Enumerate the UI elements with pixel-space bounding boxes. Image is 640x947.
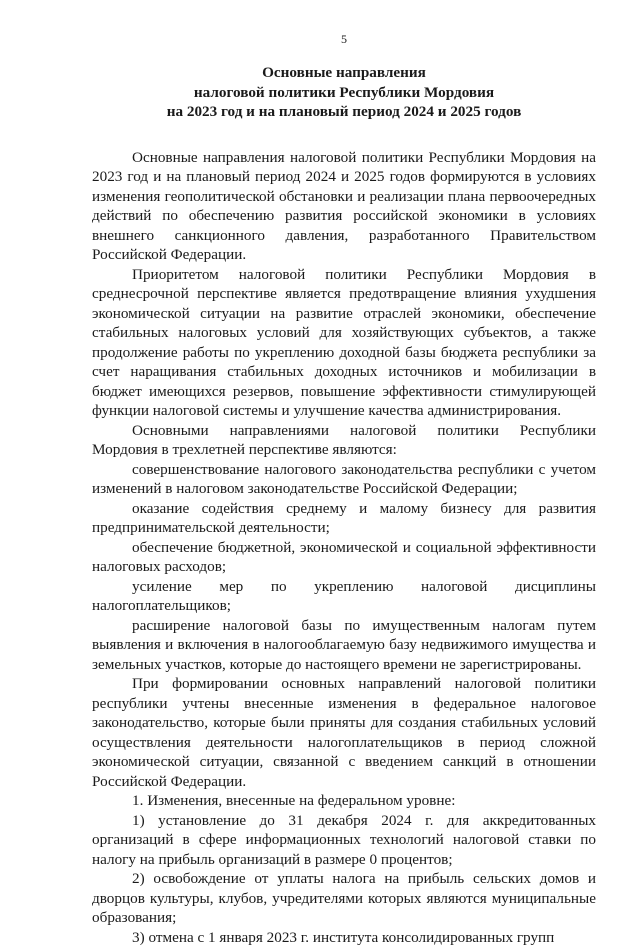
paragraph-federal-changes: При формировании основных направлений налоговой политики республики учтены внесенные изменения в федеральное налоговое законодательство, которые были приняты для создания стабильных условий осуществления деятельности налогоплательщиков в период сложной экономической ситуации, связанной с введением санкций в отношении Российской Федерации.: [92, 674, 596, 791]
title-line-2: налоговой политики Республики Мордовия: [92, 83, 596, 103]
document-title: [92, 63, 596, 122]
numbered-item: 3) отмена с 1 января 2023 г. института консолидированных групп: [92, 928, 596, 947]
paragraph-priority: Приоритетом налоговой политики Республики Мордовия в среднесрочной перспективе является предотвращение влияния ухудшения экономической ситуации на развитие отраслей экономики, обеспечение стабильных налоговых условий для хозяйствующих субъектов, а также продолжение работы по укреплению доходной базы бюджета республики за счет наращивания стабильных доходных источников и мобилизации в бюджет имеющихся резервов, повышение эффективности стимулирующей функции налоговой системы и улучшение качества администрирования.: [92, 265, 596, 421]
section-heading: 1. Изменения, внесенные на федеральном уровне:: [92, 791, 596, 811]
paragraph-directions-intro: Основными направлениями налоговой политики Республики Мордовия в трехлетней перспективе являются:: [92, 421, 596, 460]
title-line-1: Основные направления: [92, 63, 596, 83]
direction-item: оказание содействия среднему и малому бизнесу для развития предпринимательской деятельности;: [92, 499, 596, 538]
direction-item: усиление мер по укреплению налоговой дисциплины налогоплательщиков;: [92, 577, 596, 616]
document-body: [92, 148, 596, 947]
direction-item: совершенствование налогового законодательства республики с учетом изменений в налоговом законодательстве Российской Федерации;: [92, 460, 596, 499]
direction-item: обеспечение бюджетной, экономической и социальной эффективности налоговых расходов;: [92, 538, 596, 577]
page-number: 5: [92, 32, 596, 46]
paragraph-intro: Основные направления налоговой политики Республики Мордовия на 2023 год и на плановый период 2024 и 2025 годов формируются в условиях изменения геополитической обстановки и реализации плана первоочередных действий по обеспечению развития российской экономики в условиях внешнего санкционного давления, разработанного Правительством Российской Федерации.: [92, 148, 596, 265]
title-line-3: на 2023 год и на плановый период 2024 и 2025 годов: [92, 102, 596, 122]
direction-item: расширение налоговой базы по имущественным налогам путем выявления и включения в налогооблагаемую базу недвижимого имущества и земельных участков, которые до настоящего времени не зарегистрированы.: [92, 616, 596, 675]
numbered-item: 1) установление до 31 декабря 2024 г. для аккредитованных организаций в сфере информационных технологий налоговой ставки по налогу на прибыль организаций в размере 0 процентов;: [92, 811, 596, 870]
numbered-item: 2) освобождение от уплаты налога на прибыль сельских домов и дворцов культуры, клубов, учредителями которых являются муниципальные образования;: [92, 869, 596, 928]
